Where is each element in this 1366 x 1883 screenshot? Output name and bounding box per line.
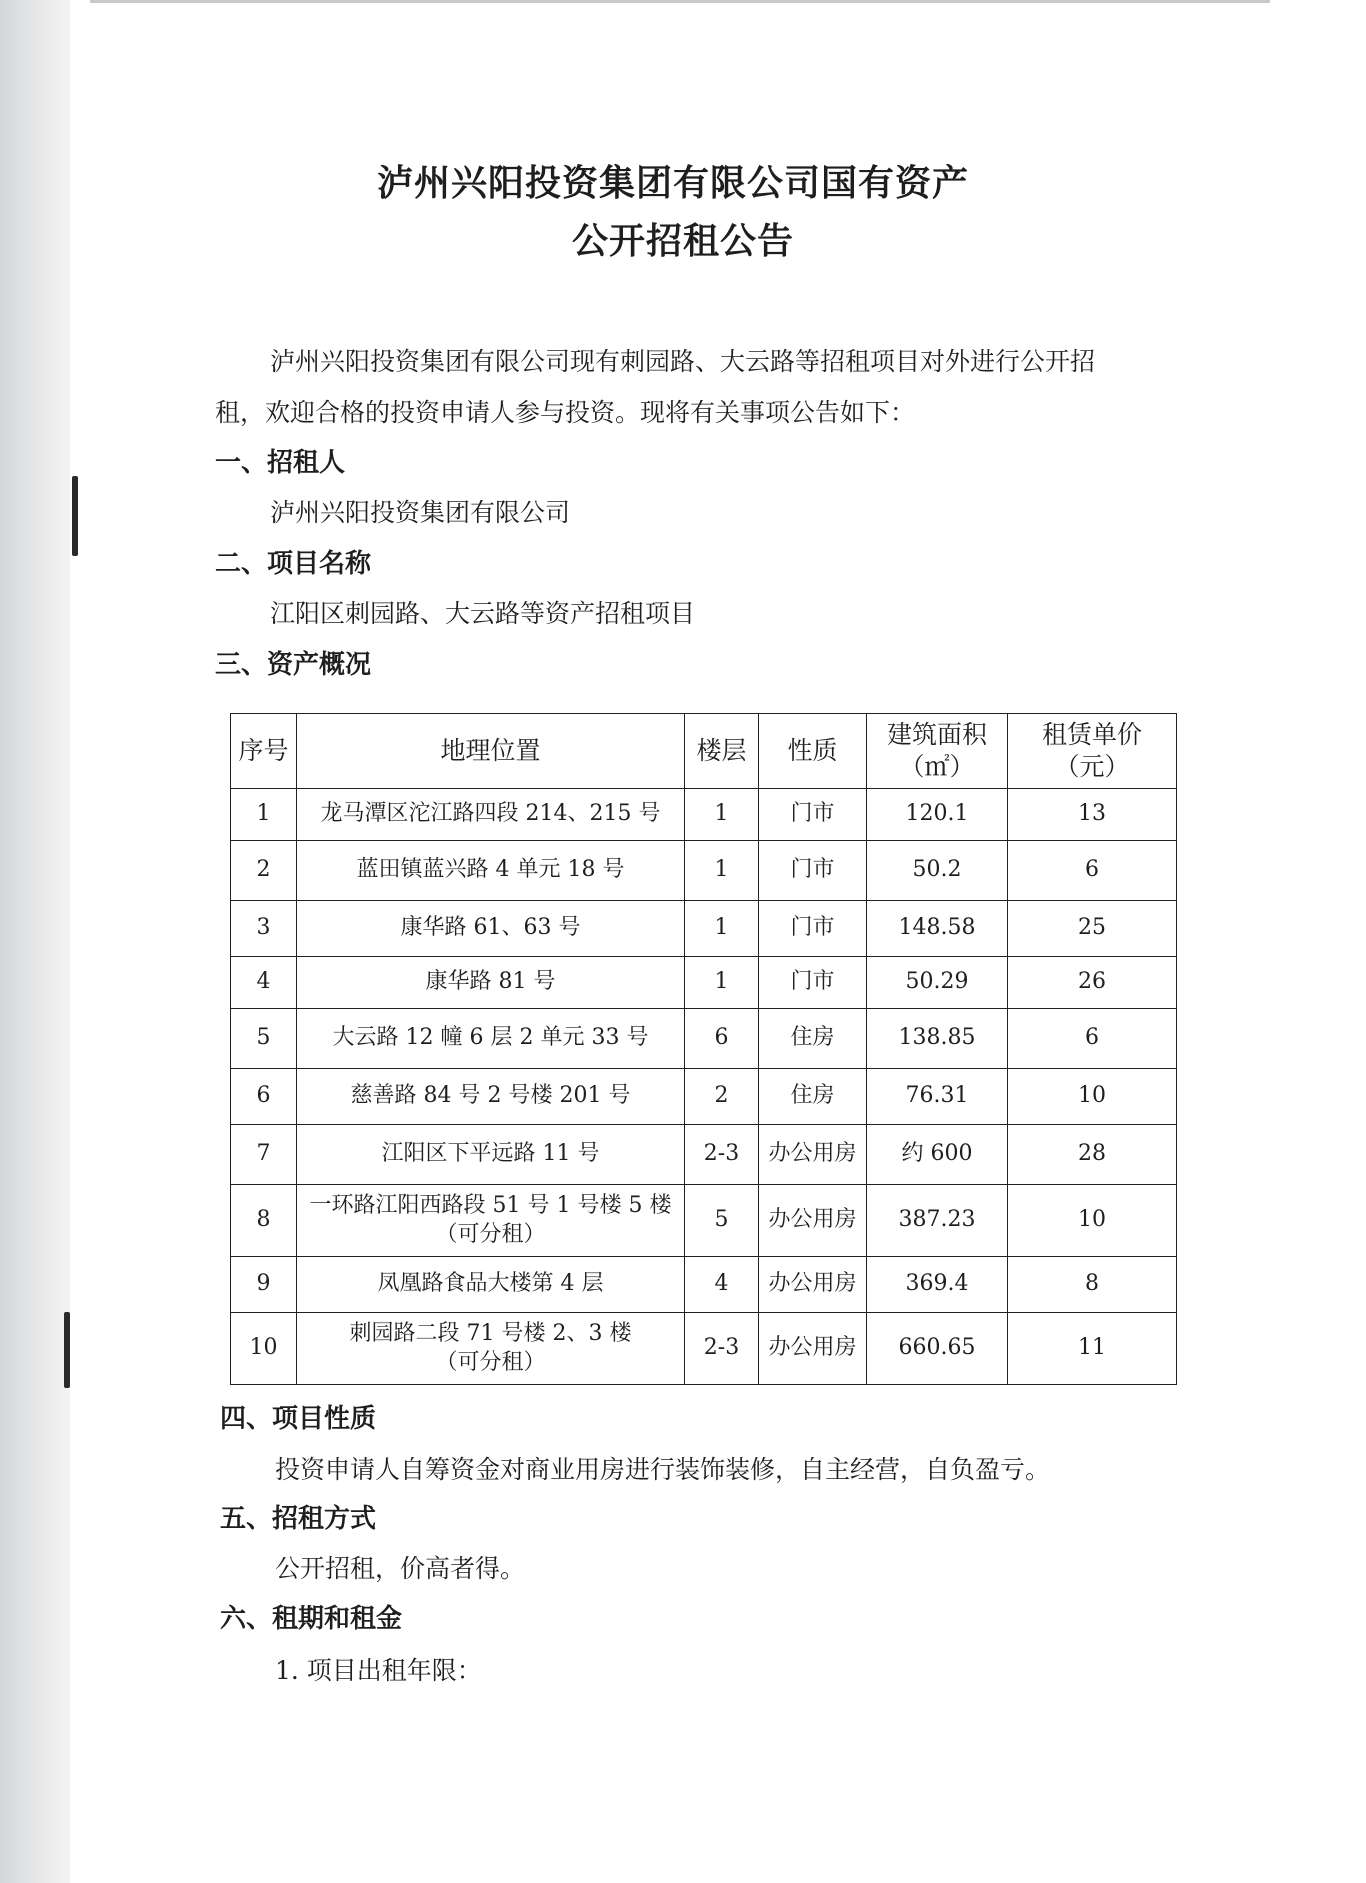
cell-location [297, 1185, 685, 1257]
cell-no: 2 [231, 841, 297, 901]
header-area-label: 建筑面积 [886, 719, 987, 749]
term-item-1: 1. 项目出租年限： [275, 1656, 482, 1685]
cell-type: 办公用房 [759, 1313, 867, 1385]
cell-area: 约 600 [867, 1125, 1008, 1185]
cell-floor: 1 [685, 841, 759, 901]
cell-type: 门市 [759, 841, 867, 901]
table-row [231, 957, 1177, 1009]
cell-floor: 5 [685, 1185, 759, 1257]
header-location: 地理位置 [297, 714, 685, 789]
cell-location: 康华路 61、63 号 [297, 901, 685, 957]
cell-location: 龙马潭区沱江路四段 214、215 号 [297, 789, 685, 841]
cell-location: 康华路 81 号 [297, 957, 685, 1009]
cell-floor: 4 [685, 1257, 759, 1313]
cell-type: 办公用房 [759, 1257, 867, 1313]
cell-location: 江阳区下平远路 11 号 [297, 1125, 685, 1185]
cell-no: 4 [231, 957, 297, 1009]
cell-location-line: 一环路江阳西路段 51 号 1 号楼 5 楼 [309, 1192, 672, 1218]
binding-mark [72, 476, 78, 556]
section-heading-leasing-method: 五、招租方式 [220, 1504, 377, 1534]
cell-area: 148.58 [867, 901, 1008, 957]
cell-location-note: （可分租） [435, 1221, 546, 1247]
cell-type: 住房 [759, 1069, 867, 1125]
cell-no: 6 [231, 1069, 297, 1125]
cell-area: 138.85 [867, 1009, 1008, 1069]
cell-type: 门市 [759, 901, 867, 957]
cell-no: 10 [231, 1313, 297, 1385]
cell-price: 25 [1008, 901, 1177, 957]
cell-floor: 1 [685, 789, 759, 841]
cell-floor: 2 [685, 1069, 759, 1125]
table-row [231, 1125, 1177, 1185]
section-heading-asset-overview: 三、资产概况 [215, 650, 372, 680]
cell-area: 387.23 [867, 1185, 1008, 1257]
header-type: 性质 [759, 714, 867, 789]
cell-price: 11 [1008, 1313, 1177, 1385]
table-header-row [231, 714, 1177, 789]
scan-top-line [90, 0, 1270, 3]
cell-price: 10 [1008, 1185, 1177, 1257]
cell-price: 13 [1008, 789, 1177, 841]
cell-type: 门市 [759, 957, 867, 1009]
document-subtitle: 公开招租公告 [571, 220, 794, 262]
cell-price: 6 [1008, 841, 1177, 901]
cell-price: 6 [1008, 1009, 1177, 1069]
leasing-method-text: 公开招租，价高者得。 [275, 1554, 526, 1583]
header-price-label: 租赁单价 [1041, 719, 1142, 749]
intro-line-1: 泸州兴阳投资集团有限公司现有刺园路、大云路等招租项目对外进行公开招 [270, 347, 1096, 376]
table-row [231, 1313, 1177, 1385]
cell-floor: 2-3 [685, 1125, 759, 1185]
table-row [231, 841, 1177, 901]
cell-area: 50.2 [867, 841, 1008, 901]
cell-area: 120.1 [867, 789, 1008, 841]
project-name: 江阳区刺园路、大云路等资产招租项目 [270, 599, 696, 628]
cell-type: 门市 [759, 789, 867, 841]
header-area-unit: （㎡） [899, 752, 975, 781]
table-row [231, 1257, 1177, 1313]
cell-floor: 6 [685, 1009, 759, 1069]
cell-no: 7 [231, 1125, 297, 1185]
table-row [231, 901, 1177, 957]
header-price [1008, 714, 1177, 789]
cell-location: 蓝田镇蓝兴路 4 单元 18 号 [297, 841, 685, 901]
section-heading-lessor: 一、招租人 [215, 448, 346, 478]
cell-floor: 2-3 [685, 1313, 759, 1385]
cell-price: 26 [1008, 957, 1177, 1009]
header-price-unit: （元） [1054, 752, 1130, 781]
table-row [231, 789, 1177, 841]
cell-location: 大云路 12 幢 6 层 2 单元 33 号 [297, 1009, 685, 1069]
cell-no: 3 [231, 901, 297, 957]
asset-table [230, 713, 1177, 1385]
cell-location-note: （可分租） [435, 1349, 546, 1375]
table-row [231, 1185, 1177, 1257]
intro-line-2: 租，欢迎合格的投资申请人参与投资。现将有关事项公告如下： [215, 398, 916, 427]
cell-area: 660.65 [867, 1313, 1008, 1385]
cell-no: 8 [231, 1185, 297, 1257]
table-row [231, 1069, 1177, 1125]
cell-price: 10 [1008, 1069, 1177, 1125]
cell-location: 慈善路 84 号 2 号楼 201 号 [297, 1069, 685, 1125]
cell-no: 9 [231, 1257, 297, 1313]
section-heading-term-and-rent: 六、租期和租金 [220, 1604, 403, 1634]
scan-edge [0, 0, 70, 1883]
cell-floor: 1 [685, 957, 759, 1009]
section-heading-project-name: 二、项目名称 [215, 549, 372, 579]
binding-mark [64, 1312, 70, 1388]
header-no: 序号 [231, 714, 297, 789]
cell-location-line: 刺园路二段 71 号楼 2、3 楼 [349, 1320, 632, 1346]
cell-type: 住房 [759, 1009, 867, 1069]
header-area [867, 714, 1008, 789]
cell-no: 5 [231, 1009, 297, 1069]
cell-no: 1 [231, 789, 297, 841]
cell-type: 办公用房 [759, 1125, 867, 1185]
cell-area: 369.4 [867, 1257, 1008, 1313]
cell-type: 办公用房 [759, 1185, 867, 1257]
lessor-name: 泸州兴阳投资集团有限公司 [270, 498, 571, 527]
cell-location [297, 1313, 685, 1385]
header-floor: 楼层 [685, 714, 759, 789]
document-title: 泸州兴阳投资集团有限公司国有资产 [376, 162, 969, 204]
cell-area: 50.29 [867, 957, 1008, 1009]
section-heading-project-nature: 四、项目性质 [220, 1404, 377, 1434]
cell-price: 28 [1008, 1125, 1177, 1185]
table-row [231, 1009, 1177, 1069]
cell-floor: 1 [685, 901, 759, 957]
cell-area: 76.31 [867, 1069, 1008, 1125]
cell-price: 8 [1008, 1257, 1177, 1313]
cell-location: 凤凰路食品大楼第 4 层 [297, 1257, 685, 1313]
project-nature-text: 投资申请人自筹资金对商业用房进行装饰装修，自主经营，自负盈亏。 [275, 1455, 1051, 1484]
